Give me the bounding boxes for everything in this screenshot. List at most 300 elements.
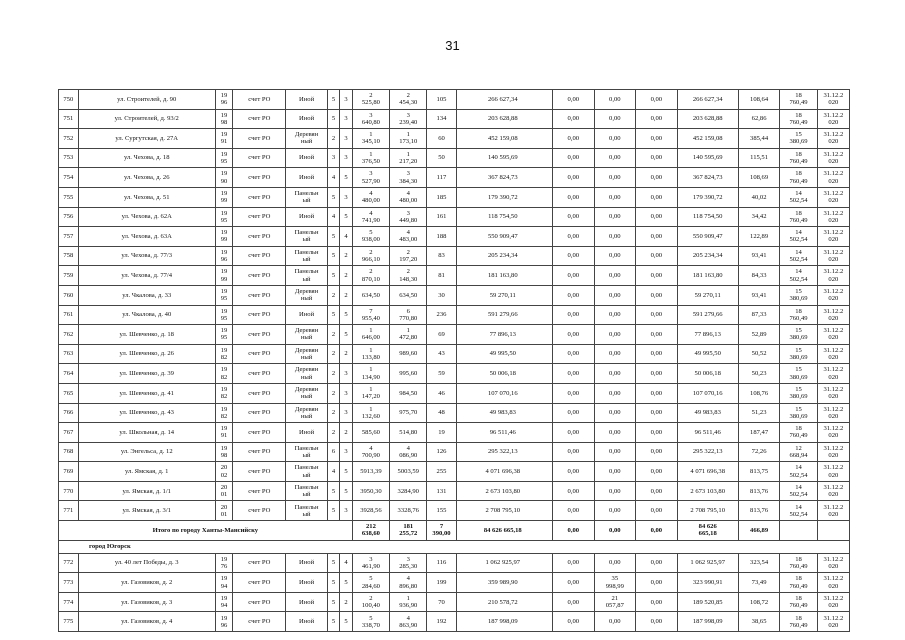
table-cell: 3 384,30 xyxy=(390,168,427,188)
table-cell: 31.12.2 020 xyxy=(817,90,849,110)
table-cell: 1 147,20 xyxy=(352,383,389,403)
table-cell: 0,00 xyxy=(636,481,678,501)
total-fund-2: 0,00 xyxy=(594,521,636,541)
table-cell: 0,00 xyxy=(636,501,678,521)
table-cell: 18 760,49 xyxy=(780,305,817,325)
table-cell: ул. Шевченко, д. 41 xyxy=(78,383,215,403)
table-cell: 0,00 xyxy=(594,553,636,573)
table-cell: 773 xyxy=(59,573,79,593)
table-row xyxy=(59,592,850,612)
table-cell: 2 708 795,10 xyxy=(677,501,738,521)
table-cell: 140 595,69 xyxy=(456,148,553,168)
table-cell: 763 xyxy=(59,344,79,364)
table-cell: 989,60 xyxy=(390,344,427,364)
table-cell: 179 390,72 xyxy=(456,187,553,207)
table-cell: 367 824,73 xyxy=(456,168,553,188)
table-cell: Иной xyxy=(286,592,328,612)
table-cell: счет РО xyxy=(233,403,286,423)
table-cell: Деревян ный xyxy=(286,403,328,423)
table-cell: 3 461,90 xyxy=(352,553,389,573)
table-cell: 4 700,90 xyxy=(352,442,389,462)
table-cell: 14 502,54 xyxy=(780,481,817,501)
table-row xyxy=(59,305,850,325)
table-cell: 2 xyxy=(327,325,339,345)
table-cell: ул. Строителей, д. 93/2 xyxy=(78,109,215,129)
table-cell: 77 896,13 xyxy=(456,325,553,345)
table-cell: 93,41 xyxy=(738,285,780,305)
table-cell: 2 708 795,10 xyxy=(456,501,553,521)
table-cell: 4 896,80 xyxy=(390,573,427,593)
table-cell: 5 xyxy=(327,553,339,573)
table-cell: 5 xyxy=(327,592,339,612)
table-cell: 2 xyxy=(327,423,339,443)
table-cell: 122,89 xyxy=(738,227,780,247)
table-cell: счет РО xyxy=(233,109,286,129)
table-cell: 0,00 xyxy=(636,462,678,482)
table-cell: Иной xyxy=(286,553,328,573)
table-cell: 0,00 xyxy=(594,246,636,266)
table-cell: 0,00 xyxy=(594,501,636,521)
table-cell: 18 760,49 xyxy=(780,592,817,612)
table-cell: 1 345,10 xyxy=(352,129,389,149)
table-cell: 87,33 xyxy=(738,305,780,325)
table-cell: 181 163,80 xyxy=(456,266,553,286)
table-cell: 0,00 xyxy=(636,364,678,384)
table-row xyxy=(59,442,850,462)
table-cell: ул. Шевченко, д. 26 xyxy=(78,344,215,364)
table-cell: 0,00 xyxy=(553,573,595,593)
table-cell: 81 xyxy=(427,266,456,286)
table-cell: 385,44 xyxy=(738,129,780,149)
table-cell: ул. Чехова, д. 63А xyxy=(78,227,215,247)
table-cell: 323 990,91 xyxy=(677,573,738,593)
table-cell: 31.12.2 020 xyxy=(817,148,849,168)
table-cell: 768 xyxy=(59,442,79,462)
table-cell: 20 02 xyxy=(215,462,233,482)
table-cell: 0,00 xyxy=(636,246,678,266)
table-cell: 6 770,80 xyxy=(390,305,427,325)
table-cell: 18 760,49 xyxy=(780,612,817,632)
table-cell: 0,00 xyxy=(553,168,595,188)
table-cell: 187,47 xyxy=(738,423,780,443)
table-cell: 19 94 xyxy=(215,592,233,612)
table-cell: Деревян ный xyxy=(286,325,328,345)
table-cell: ул. Сургутская, д. 27А xyxy=(78,129,215,149)
table-cell: 5 xyxy=(340,612,352,632)
table-cell: 205 234,34 xyxy=(677,246,738,266)
table-cell: 118 754,50 xyxy=(456,207,553,227)
table-body-khanty-mansiysk xyxy=(59,90,850,521)
table-cell: счет РО xyxy=(233,266,286,286)
table-cell: 20 01 xyxy=(215,501,233,521)
table-cell: 634,50 xyxy=(390,285,427,305)
table-cell: 115,51 xyxy=(738,148,780,168)
table-cell: 77 896,13 xyxy=(677,325,738,345)
table-cell: 0,00 xyxy=(594,148,636,168)
table-cell: 2 xyxy=(327,383,339,403)
table-cell: счет РО xyxy=(233,187,286,207)
table-cell: 0,00 xyxy=(636,187,678,207)
table-cell: 975,70 xyxy=(390,403,427,423)
table-cell: 4 071 696,38 xyxy=(456,462,553,482)
table-cell: 181 163,80 xyxy=(677,266,738,286)
table-cell: 49 983,83 xyxy=(677,403,738,423)
table-cell: счет РО xyxy=(233,207,286,227)
table-cell: 3 xyxy=(327,148,339,168)
table-cell: ул. Энгельса, д. 12 xyxy=(78,442,215,462)
table-cell: 0,00 xyxy=(553,207,595,227)
table-cell: 452 159,08 xyxy=(456,129,553,149)
table-cell: Панельн ый xyxy=(286,246,328,266)
table-cell: 2 xyxy=(327,364,339,384)
table-cell: 762 xyxy=(59,325,79,345)
table-cell: 31.12.2 020 xyxy=(817,462,849,482)
table-cell: 813,75 xyxy=(738,462,780,482)
table-cell: 0,00 xyxy=(594,266,636,286)
table-cell: 4 xyxy=(327,207,339,227)
table-cell: 14 502,54 xyxy=(780,246,817,266)
table-cell: Иной xyxy=(286,612,328,632)
table-cell: 31.12.2 020 xyxy=(817,187,849,207)
table-cell: Деревян ный xyxy=(286,344,328,364)
table-cell: 2 454,30 xyxy=(390,90,427,110)
table-cell: 3 640,80 xyxy=(352,109,389,129)
table-cell: 12 668,94 xyxy=(780,442,817,462)
city-header: город Югорск xyxy=(59,540,850,553)
table-cell: 108,72 xyxy=(738,592,780,612)
table-cell: 83 xyxy=(427,246,456,266)
table-cell: 753 xyxy=(59,148,79,168)
table-cell: 0,00 xyxy=(636,612,678,632)
table-cell: ул. Ямская, д. 1/1 xyxy=(78,481,215,501)
table-cell: 19 99 xyxy=(215,227,233,247)
table-cell: 5 938,00 xyxy=(352,227,389,247)
table-cell: 0,00 xyxy=(553,227,595,247)
table-cell: 18 760,49 xyxy=(780,207,817,227)
table-cell: Панельн ый xyxy=(286,481,328,501)
table-cell: 0,00 xyxy=(636,148,678,168)
table-cell: 60 xyxy=(427,129,456,149)
table-cell: 0,00 xyxy=(636,207,678,227)
table-cell: 323,54 xyxy=(738,553,780,573)
table-cell: 0,00 xyxy=(594,227,636,247)
table-cell: 203 628,88 xyxy=(677,109,738,129)
table-cell: 19 98 xyxy=(215,442,233,462)
table-cell: 40,02 xyxy=(738,187,780,207)
table-cell: 3328,76 xyxy=(390,501,427,521)
table-cell: 49 983,83 xyxy=(456,403,553,423)
table-cell: 236 xyxy=(427,305,456,325)
table-cell: 452 159,08 xyxy=(677,129,738,149)
table-cell: 3 449,80 xyxy=(390,207,427,227)
table-cell: 126 xyxy=(427,442,456,462)
table-cell: 18 760,49 xyxy=(780,553,817,573)
table-cell: 0,00 xyxy=(553,305,595,325)
total-per-m2: 466,89 xyxy=(738,521,780,541)
table-cell: 59 270,11 xyxy=(456,285,553,305)
table-cell: 14 502,54 xyxy=(780,501,817,521)
table-row xyxy=(59,501,850,521)
table-cell: 3 xyxy=(340,501,352,521)
table-cell: 550 909,47 xyxy=(456,227,553,247)
table-cell: 31.12.2 020 xyxy=(817,364,849,384)
table-cell: 3 xyxy=(340,364,352,384)
table-cell: 19 82 xyxy=(215,344,233,364)
table-cell: счет РО xyxy=(233,573,286,593)
table-cell: ул. Чехова, д. 77/3 xyxy=(78,246,215,266)
table-cell: 813,76 xyxy=(738,501,780,521)
table-cell: 131 xyxy=(427,481,456,501)
table-cell: 5 xyxy=(327,227,339,247)
table-cell: 0,00 xyxy=(594,129,636,149)
table-cell: 15 380,69 xyxy=(780,325,817,345)
table-cell: 754 xyxy=(59,168,79,188)
table-cell: 19 xyxy=(427,423,456,443)
table-cell: 634,50 xyxy=(352,285,389,305)
table-cell: 0,00 xyxy=(636,403,678,423)
table-cell: 0,00 xyxy=(594,481,636,501)
table-cell: 757 xyxy=(59,227,79,247)
table-cell: 31.12.2 020 xyxy=(817,285,849,305)
table-cell: Иной xyxy=(286,109,328,129)
table-cell: 31.12.2 020 xyxy=(817,442,849,462)
table-cell: 756 xyxy=(59,207,79,227)
table-cell: 0,00 xyxy=(553,481,595,501)
table-cell: 0,00 xyxy=(594,90,636,110)
table-cell: 1 062 925,97 xyxy=(456,553,553,573)
table-row xyxy=(59,168,850,188)
table-cell: 3 239,40 xyxy=(390,109,427,129)
table-cell: Иной xyxy=(286,573,328,593)
table-cell: 105 xyxy=(427,90,456,110)
table-cell: Панельн ый xyxy=(286,266,328,286)
table-cell: 760 xyxy=(59,285,79,305)
table-cell: 210 578,72 xyxy=(456,592,553,612)
table-cell: 750 xyxy=(59,90,79,110)
table-cell: ул. 40 лет Победы, д. 3 xyxy=(78,553,215,573)
table-cell: 758 xyxy=(59,246,79,266)
table-cell: 5003,59 xyxy=(390,462,427,482)
table-cell: 72,26 xyxy=(738,442,780,462)
table-row xyxy=(59,129,850,149)
table-cell: 0,00 xyxy=(594,442,636,462)
table-cell: 5 xyxy=(327,573,339,593)
page-number: 31 xyxy=(445,38,460,53)
table-cell: 5 xyxy=(327,305,339,325)
table-cell: 0,00 xyxy=(594,403,636,423)
table-cell: 19 99 xyxy=(215,266,233,286)
table-cell: 31.12.2 020 xyxy=(817,344,849,364)
table-cell: 18 760,49 xyxy=(780,90,817,110)
table-cell: 0,00 xyxy=(636,168,678,188)
table-cell: 19 95 xyxy=(215,285,233,305)
table-cell: 14 502,54 xyxy=(780,187,817,207)
table-cell: 0,00 xyxy=(553,325,595,345)
table-cell: 31.12.2 020 xyxy=(817,168,849,188)
table-cell: ул. Газовиков, д. 4 xyxy=(78,612,215,632)
table-cell: 0,00 xyxy=(594,612,636,632)
table-cell: 34,42 xyxy=(738,207,780,227)
table-row xyxy=(59,246,850,266)
table-cell: 50,23 xyxy=(738,364,780,384)
table-cell: 591 279,66 xyxy=(456,305,553,325)
table-cell: 51,23 xyxy=(738,403,780,423)
table-cell: ул. Газовиков, д. 3 xyxy=(78,592,215,612)
table-cell: счет РО xyxy=(233,481,286,501)
total-row xyxy=(59,521,850,541)
table-cell: 31.12.2 020 xyxy=(817,481,849,501)
table-cell: 4 071 696,38 xyxy=(677,462,738,482)
table-cell: 5 338,70 xyxy=(352,612,389,632)
table-cell: 2 xyxy=(340,344,352,364)
table-cell: 0,00 xyxy=(636,383,678,403)
table-cell: 31.12.2 020 xyxy=(817,501,849,521)
table-cell: Панельн ый xyxy=(286,501,328,521)
total-residents: 7 390,00 xyxy=(427,521,456,541)
table-cell: 0,00 xyxy=(594,344,636,364)
table-cell: 31.12.2 020 xyxy=(817,227,849,247)
table-cell: счет РО xyxy=(233,305,286,325)
table-cell: 1 646,00 xyxy=(352,325,389,345)
table-cell: 0,00 xyxy=(553,285,595,305)
table-cell: 769 xyxy=(59,462,79,482)
table-cell: 514,80 xyxy=(390,423,427,443)
table-cell: 1 133,80 xyxy=(352,344,389,364)
table-cell: 4 xyxy=(340,227,352,247)
table-cell: ул. Шевченко, д. 39 xyxy=(78,364,215,384)
table-cell: 84,33 xyxy=(738,266,780,286)
table-cell: ул. Чкалова, д. 40 xyxy=(78,305,215,325)
table-cell: 755 xyxy=(59,187,79,207)
table-cell: 108,69 xyxy=(738,168,780,188)
table-cell: 31.12.2 020 xyxy=(817,305,849,325)
table-row xyxy=(59,481,850,501)
table-cell: 4 480,00 xyxy=(390,187,427,207)
table-cell: 0,00 xyxy=(636,129,678,149)
table-cell: 189 520,85 xyxy=(677,592,738,612)
table-body-yugorsk xyxy=(59,553,850,631)
table-cell: 161 xyxy=(427,207,456,227)
table-cell: 19 95 xyxy=(215,207,233,227)
table-cell: счет РО xyxy=(233,246,286,266)
city-header-row xyxy=(59,540,850,553)
table-cell: Деревян ный xyxy=(286,383,328,403)
table-cell: 19 76 xyxy=(215,553,233,573)
table-cell: 0,00 xyxy=(553,246,595,266)
table-cell: 4 483,00 xyxy=(390,227,427,247)
table-cell: Панельн ый xyxy=(286,227,328,247)
table-cell: 187 998,09 xyxy=(677,612,738,632)
table-cell: 31.12.2 020 xyxy=(817,612,849,632)
table-cell: 5 xyxy=(327,246,339,266)
total-fund-3: 0,00 xyxy=(636,521,678,541)
table-cell: 108,64 xyxy=(738,90,780,110)
table-cell: 5 xyxy=(340,462,352,482)
table-cell: 0,00 xyxy=(636,90,678,110)
table-cell: 0,00 xyxy=(594,187,636,207)
table-cell: 5 xyxy=(327,501,339,521)
table-cell: 31.12.2 020 xyxy=(817,129,849,149)
table-cell: 117 xyxy=(427,168,456,188)
table-cell: счет РО xyxy=(233,285,286,305)
table-cell: 19 95 xyxy=(215,148,233,168)
table-cell: 18 760,49 xyxy=(780,109,817,129)
table-cell: 187 998,09 xyxy=(456,612,553,632)
table-cell: 0,00 xyxy=(636,592,678,612)
table-cell: 70 xyxy=(427,592,456,612)
table-cell: 1 376,50 xyxy=(352,148,389,168)
table-cell: 5 xyxy=(327,109,339,129)
table-cell: 5 xyxy=(327,187,339,207)
table-cell: 1 936,90 xyxy=(390,592,427,612)
table-cell: 0,00 xyxy=(553,109,595,129)
table-cell: ул. Чкалова, д. 33 xyxy=(78,285,215,305)
table-cell: 116 xyxy=(427,553,456,573)
table-cell: 19 96 xyxy=(215,246,233,266)
table-cell: Панельн ый xyxy=(286,187,328,207)
table-cell: ул. Чехова, д. 62А xyxy=(78,207,215,227)
table-cell: 3284,90 xyxy=(390,481,427,501)
table-cell: 50 006,18 xyxy=(456,364,553,384)
table-cell: 19 94 xyxy=(215,573,233,593)
table-cell: 31.12.2 020 xyxy=(817,573,849,593)
table-cell: 0,00 xyxy=(553,462,595,482)
table-cell: 108,76 xyxy=(738,383,780,403)
table-cell: 3 xyxy=(340,109,352,129)
table-cell: 0,00 xyxy=(553,553,595,573)
table-cell: 0,00 xyxy=(636,442,678,462)
table-cell: 155 xyxy=(427,501,456,521)
table-cell: 4 xyxy=(327,462,339,482)
table-cell: счет РО xyxy=(233,227,286,247)
table-cell: 31.12.2 020 xyxy=(817,325,849,345)
table-cell: 0,00 xyxy=(594,168,636,188)
total-fund-1: 0,00 xyxy=(553,521,595,541)
table-cell: 4 480,00 xyxy=(352,187,389,207)
table-cell: 1 134,90 xyxy=(352,364,389,384)
table-cell: ул. Чехова, д. 18 xyxy=(78,148,215,168)
table-cell: 19 98 xyxy=(215,109,233,129)
table-cell: 2 xyxy=(327,129,339,149)
table-cell: 0,00 xyxy=(636,285,678,305)
table-cell: 15 380,69 xyxy=(780,129,817,149)
table-cell: 2 673 103,80 xyxy=(456,481,553,501)
table-cell: ул. Чехова, д. 51 xyxy=(78,187,215,207)
table-cell: 4 863,90 xyxy=(390,612,427,632)
table-cell: 5 xyxy=(340,573,352,593)
table-cell: 0,00 xyxy=(553,442,595,462)
table-row xyxy=(59,90,850,110)
table-cell: 140 595,69 xyxy=(677,148,738,168)
table-cell: 0,00 xyxy=(636,109,678,129)
table-cell: Панельн ый xyxy=(286,442,328,462)
table-row xyxy=(59,612,850,632)
table-cell: 2 xyxy=(340,266,352,286)
table-cell: 4 xyxy=(327,168,339,188)
table-cell: 93,41 xyxy=(738,246,780,266)
table-cell: 0,00 xyxy=(594,285,636,305)
table-cell: 2 xyxy=(340,246,352,266)
table-cell: 52,89 xyxy=(738,325,780,345)
table-cell: 19 96 xyxy=(215,612,233,632)
table-cell: 118 754,50 xyxy=(677,207,738,227)
table-cell: 1 062 925,97 xyxy=(677,553,738,573)
table-cell: 2 525,80 xyxy=(352,90,389,110)
table-cell: 2 148,30 xyxy=(390,266,427,286)
table-row xyxy=(59,285,850,305)
table-cell: Иной xyxy=(286,423,328,443)
table-cell: 59 xyxy=(427,364,456,384)
